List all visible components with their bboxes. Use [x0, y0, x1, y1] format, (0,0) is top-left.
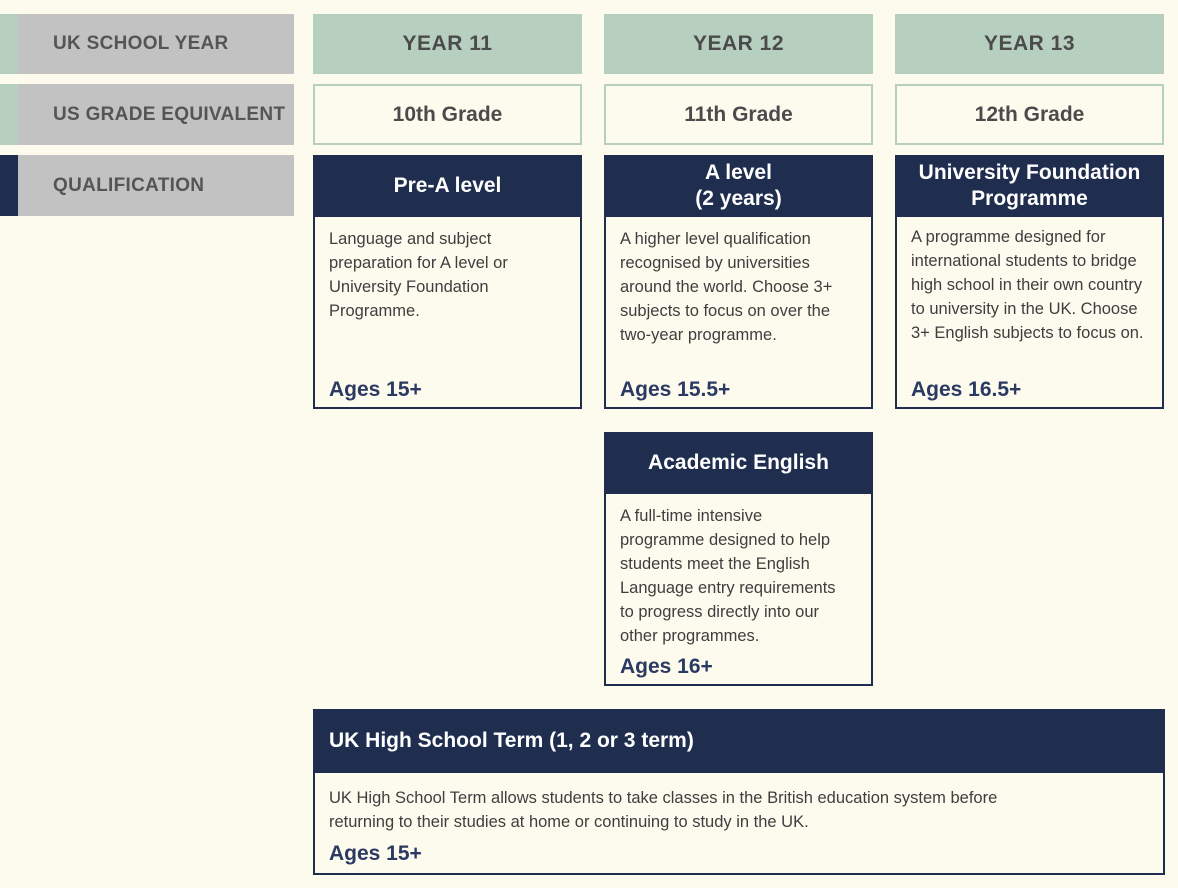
row-accent-qualification — [0, 155, 18, 216]
row-label-qualification: QUALIFICATION — [18, 155, 294, 216]
year-header-11: YEAR 11 — [313, 14, 582, 74]
card-title: Pre-A level — [313, 155, 582, 217]
row-label-grade-equivalent: US GRADE EQUIVALENT — [18, 84, 294, 145]
card-description: A higher level qualification recognised by universities around the world. Choose 3+ subjects to focus on over the two-year programme. — [620, 230, 833, 344]
card-title: A level (2 years) — [604, 155, 873, 217]
card-academic-english — [604, 432, 873, 686]
year-header-13: YEAR 13 — [895, 14, 1164, 74]
card-ages: Ages 15+ — [329, 842, 422, 865]
card-description: A programme designed for international students to bridge high school in their own country to university in the UK. Choose 3+ English subjects to focus on. — [911, 228, 1144, 342]
row-accent-grade — [0, 84, 18, 145]
card-ages: Ages 16.5+ — [911, 378, 1022, 401]
row-accent-school-year — [0, 14, 18, 74]
card-ages: Ages 15+ — [329, 378, 422, 401]
card-ages: Ages 15.5+ — [620, 378, 731, 401]
card-title: University Foundation Programme — [895, 155, 1164, 217]
grade-cell-10th: 10th Grade — [313, 84, 582, 145]
card-description: A full-time intensive programme designed to help students meet the English Language entry requirements to progress directly into our other programmes. — [620, 507, 836, 645]
card-university-foundation — [895, 155, 1164, 409]
year-header-12: YEAR 12 — [604, 14, 873, 74]
card-title: UK High School Term (1, 2 or 3 term) — [313, 709, 1165, 773]
card-uk-high-school-term — [313, 709, 1165, 875]
card-pre-a-level — [313, 155, 582, 409]
card-title: Academic English — [604, 432, 873, 494]
card-description: Language and subject preparation for A level or University Foundation Programme. — [329, 230, 508, 320]
row-label-school-year: UK SCHOOL YEAR — [18, 14, 294, 74]
card-description: UK High School Term allows students to take classes in the British education system before returning to their studies at home or continuing to study in the UK. — [329, 789, 998, 831]
card-ages: Ages 16+ — [620, 655, 713, 678]
grade-cell-12th: 12th Grade — [895, 84, 1164, 145]
grade-cell-11th: 11th Grade — [604, 84, 873, 145]
card-a-level — [604, 155, 873, 409]
